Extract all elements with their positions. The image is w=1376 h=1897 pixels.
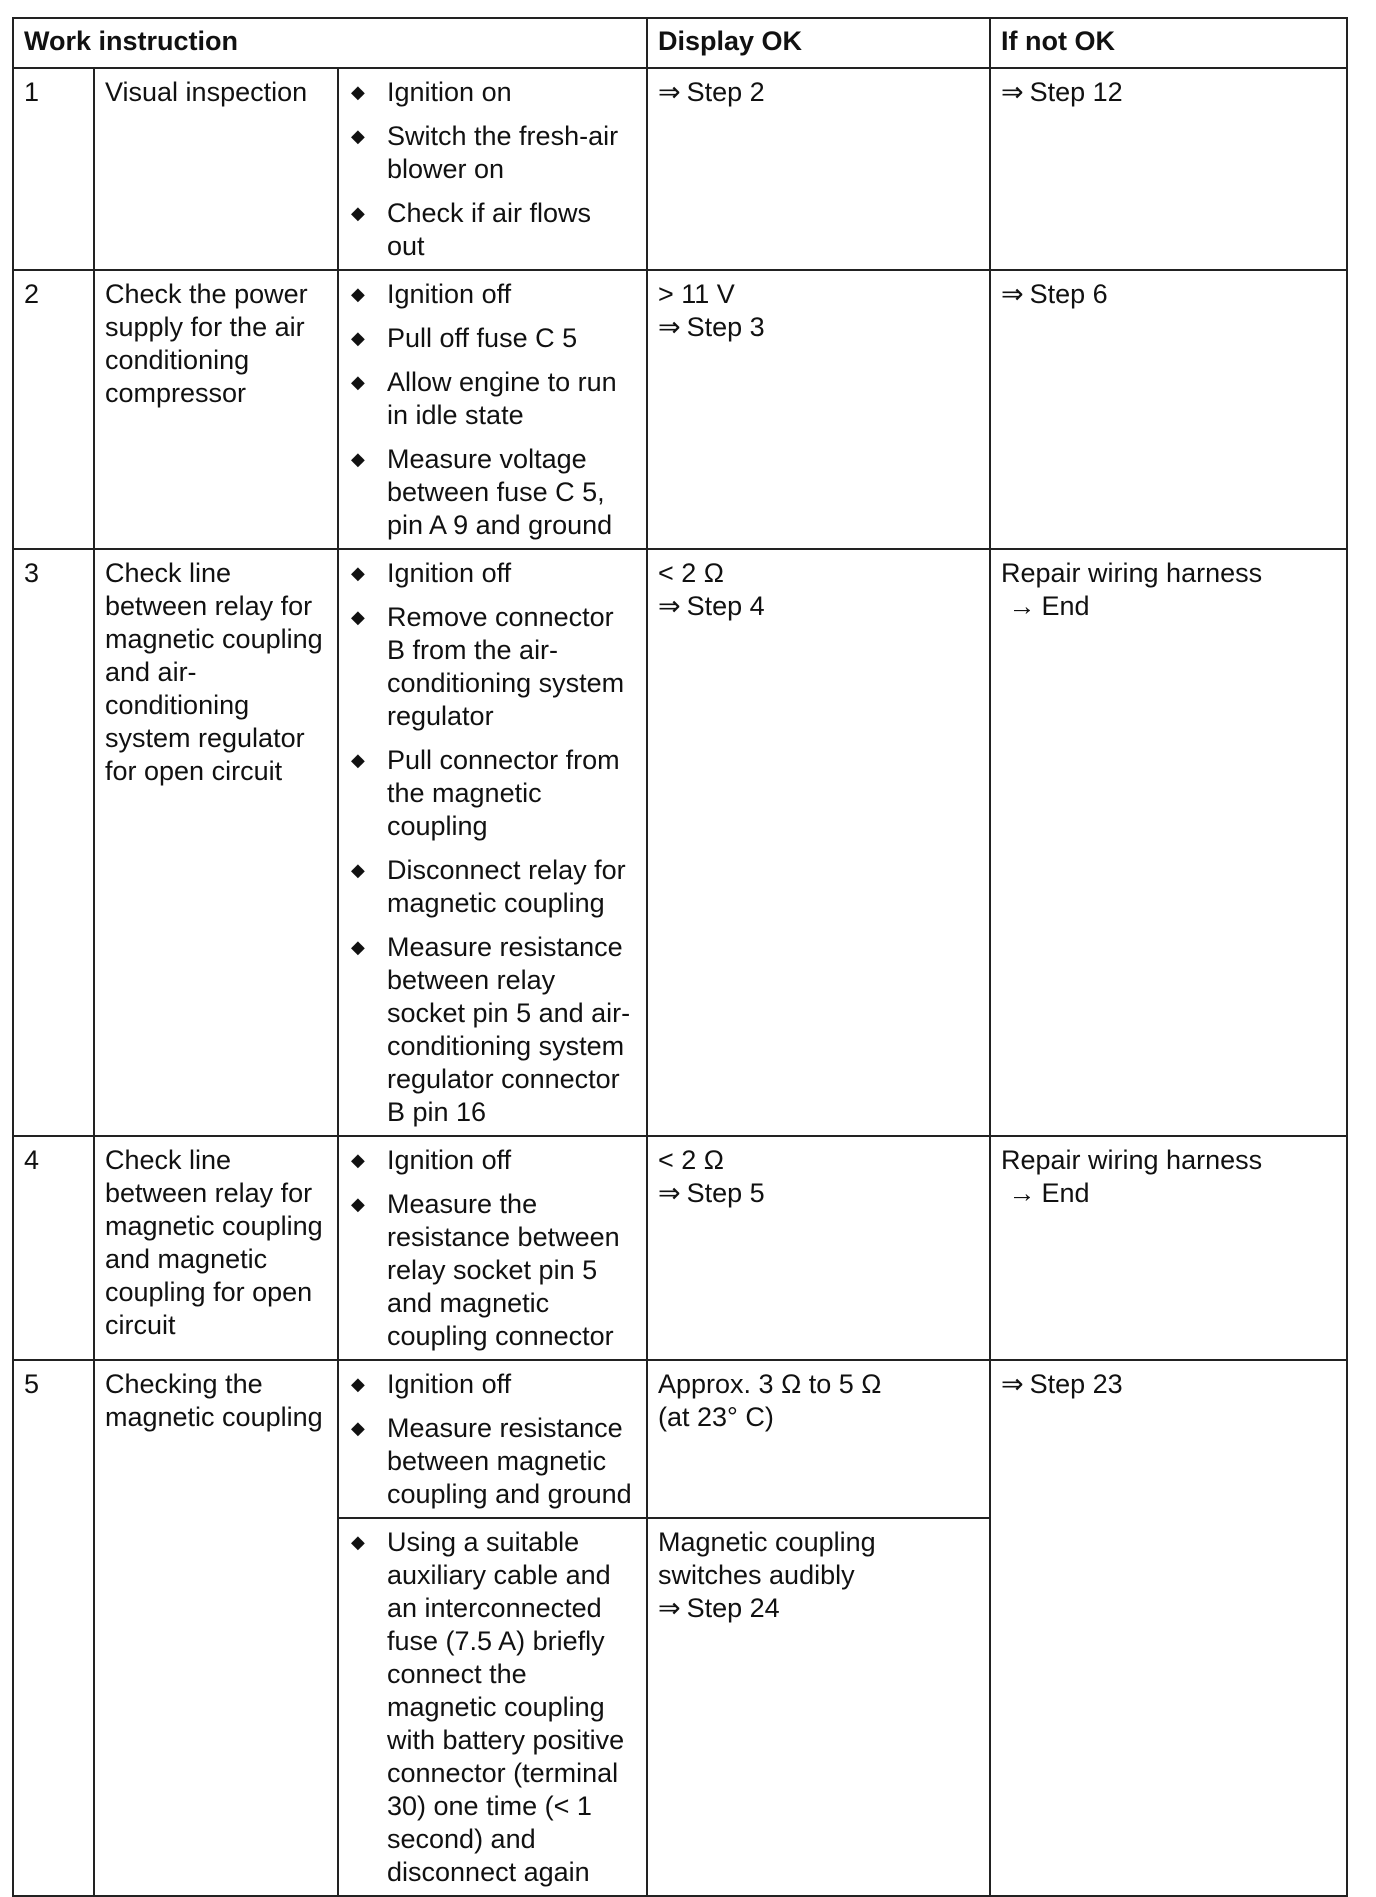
right-arrow-icon: → xyxy=(1008,1178,1036,1208)
display-ok-next: ⇒ Step 2 xyxy=(658,77,765,107)
table-row-step-5 xyxy=(13,1360,1347,1518)
step-description: Check line between relay for magnetic coupling and magnetic coupling for open circuit xyxy=(94,1136,338,1360)
work-instruction-table xyxy=(12,17,1348,1897)
step-number: 5 xyxy=(13,1360,94,1896)
step-instructions xyxy=(338,549,647,1136)
diamond-bullet-icon: ◆ xyxy=(351,1150,365,1170)
double-right-arrow-icon: ⇒ xyxy=(658,591,681,621)
display-ok-cell xyxy=(647,270,990,549)
display-ok-cell xyxy=(647,1136,990,1360)
if-not-ok-cell xyxy=(990,68,1347,270)
table-row-step-4 xyxy=(13,1136,1347,1360)
diamond-bullet-icon: ◆ xyxy=(351,937,365,957)
display-ok-value: < 2 Ω xyxy=(658,1145,724,1175)
display-ok-cell xyxy=(647,1518,990,1896)
step-number: 1 xyxy=(13,68,94,270)
if-not-ok-end: → End xyxy=(1008,591,1090,621)
if-not-ok-next: ⇒ Step 6 xyxy=(1001,279,1108,309)
display-ok-next: ⇒ Step 4 xyxy=(658,591,765,621)
step-instructions xyxy=(338,1518,647,1896)
instruction-list xyxy=(349,278,636,542)
instruction-item: ◆ Ignition on xyxy=(351,77,512,107)
step-description: Checking the magnetic coupling xyxy=(94,1360,338,1896)
instruction-item: ◆ Using a suitable auxiliary cable and an interconnected fuse (7.5 A) briefly connect the magnetic coupling with battery positive connector (terminal 30) one time (< 1 second) and disconnect again xyxy=(351,1527,625,1887)
display-ok-next: ⇒ Step 24 xyxy=(658,1593,780,1623)
instruction-list xyxy=(349,1144,636,1353)
diamond-bullet-icon: ◆ xyxy=(351,284,365,304)
instruction-item: ◆ Remove connector B from the air-conditioning system regulator xyxy=(351,602,625,731)
step-number: 2 xyxy=(13,270,94,549)
diamond-bullet-icon: ◆ xyxy=(351,563,365,583)
header-display-ok: Display OK xyxy=(647,18,990,68)
instruction-item: ◆ Measure resistance between relay socket pin 5 and air-conditioning system regulator connector B pin 16 xyxy=(351,932,631,1127)
instruction-item: ◆ Ignition off xyxy=(351,279,512,309)
if-not-ok-text: Repair wiring harness xyxy=(1001,1145,1263,1175)
step-instructions xyxy=(338,68,647,270)
display-ok-cell xyxy=(647,549,990,1136)
step-description: Check line between relay for magnetic coupling and air-conditioning system regulator for open circuit xyxy=(94,549,338,1136)
diamond-bullet-icon: ◆ xyxy=(351,328,365,348)
table-row-step-2 xyxy=(13,270,1347,549)
diamond-bullet-icon: ◆ xyxy=(351,860,365,880)
if-not-ok-cell xyxy=(990,1360,1347,1896)
double-right-arrow-icon: ⇒ xyxy=(658,1593,681,1623)
diamond-bullet-icon: ◆ xyxy=(351,372,365,392)
instruction-item: ◆ Switch the fresh-air blower on xyxy=(351,121,619,184)
diamond-bullet-icon: ◆ xyxy=(351,203,365,223)
double-right-arrow-icon: ⇒ xyxy=(1001,279,1024,309)
display-ok-next: ⇒ Step 5 xyxy=(658,1178,765,1208)
instruction-list xyxy=(349,1368,636,1511)
instruction-list xyxy=(349,76,636,263)
instruction-item: ◆ Ignition off xyxy=(351,558,512,588)
display-ok-value: < 2 Ω xyxy=(658,558,724,588)
diamond-bullet-icon: ◆ xyxy=(351,126,365,146)
instruction-item: ◆ Allow engine to run in idle state xyxy=(351,367,617,430)
step-description: Visual inspection xyxy=(94,68,338,270)
instruction-item: ◆ Ignition off xyxy=(351,1145,512,1175)
step-description: Check the power supply for the air conditioning compressor xyxy=(94,270,338,549)
step-instructions xyxy=(338,1360,647,1518)
diamond-bullet-icon: ◆ xyxy=(351,1418,365,1438)
table-row-step-1 xyxy=(13,68,1347,270)
display-ok-note: (at 23° C) xyxy=(658,1402,774,1432)
double-right-arrow-icon: ⇒ xyxy=(1001,1369,1024,1399)
display-ok-cell xyxy=(647,68,990,270)
step-number: 4 xyxy=(13,1136,94,1360)
instruction-item: ◆ Check if air flows out xyxy=(351,198,592,261)
header-row xyxy=(13,18,1347,68)
instruction-item: ◆ Measure resistance between magnetic coupling and ground xyxy=(351,1413,632,1509)
if-not-ok-cell xyxy=(990,1136,1347,1360)
diamond-bullet-icon: ◆ xyxy=(351,750,365,770)
diamond-bullet-icon: ◆ xyxy=(351,1194,365,1214)
diamond-bullet-icon: ◆ xyxy=(351,1374,365,1394)
if-not-ok-cell xyxy=(990,549,1347,1136)
step-instructions xyxy=(338,1136,647,1360)
diamond-bullet-icon: ◆ xyxy=(351,1532,365,1552)
table-row-step-3 xyxy=(13,549,1347,1136)
instruction-item: ◆ Measure voltage between fuse C 5, pin A 9 and ground xyxy=(351,444,613,540)
header-work-instruction: Work instruction xyxy=(13,18,647,68)
diamond-bullet-icon: ◆ xyxy=(351,449,365,469)
right-arrow-icon: → xyxy=(1008,591,1036,621)
display-ok-value: Magnetic coupling switches audibly xyxy=(658,1527,876,1590)
if-not-ok-cell xyxy=(990,270,1347,549)
instruction-item: ◆ Measure the resistance between relay socket pin 5 and magnetic coupling connector xyxy=(351,1189,620,1351)
if-not-ok-end: → End xyxy=(1008,1178,1090,1208)
display-ok-value: > 11 V xyxy=(658,279,735,309)
diamond-bullet-icon: ◆ xyxy=(351,607,365,627)
double-right-arrow-icon: ⇒ xyxy=(658,312,681,342)
header-if-not-ok: If not OK xyxy=(990,18,1347,68)
display-ok-cell xyxy=(647,1360,990,1518)
instruction-item: ◆ Disconnect relay for magnetic coupling xyxy=(351,855,626,918)
if-not-ok-next: ⇒ Step 12 xyxy=(1001,77,1123,107)
diamond-bullet-icon: ◆ xyxy=(351,82,365,102)
if-not-ok-next: ⇒ Step 23 xyxy=(1001,1369,1123,1399)
display-ok-value: Approx. 3 Ω to 5 Ω xyxy=(658,1369,882,1399)
instruction-list xyxy=(349,557,636,1129)
double-right-arrow-icon: ⇒ xyxy=(1001,77,1024,107)
display-ok-next: ⇒ Step 3 xyxy=(658,312,765,342)
instruction-list xyxy=(349,1526,636,1889)
instruction-item: ◆ Ignition off xyxy=(351,1369,512,1399)
double-right-arrow-icon: ⇒ xyxy=(658,1178,681,1208)
instruction-item: ◆ Pull off fuse C 5 xyxy=(351,323,578,353)
double-right-arrow-icon: ⇒ xyxy=(658,77,681,107)
step-number: 3 xyxy=(13,549,94,1136)
if-not-ok-text: Repair wiring harness xyxy=(1001,558,1263,588)
instruction-item: ◆ Pull connector from the magnetic coupling xyxy=(351,745,620,841)
step-instructions xyxy=(338,270,647,549)
